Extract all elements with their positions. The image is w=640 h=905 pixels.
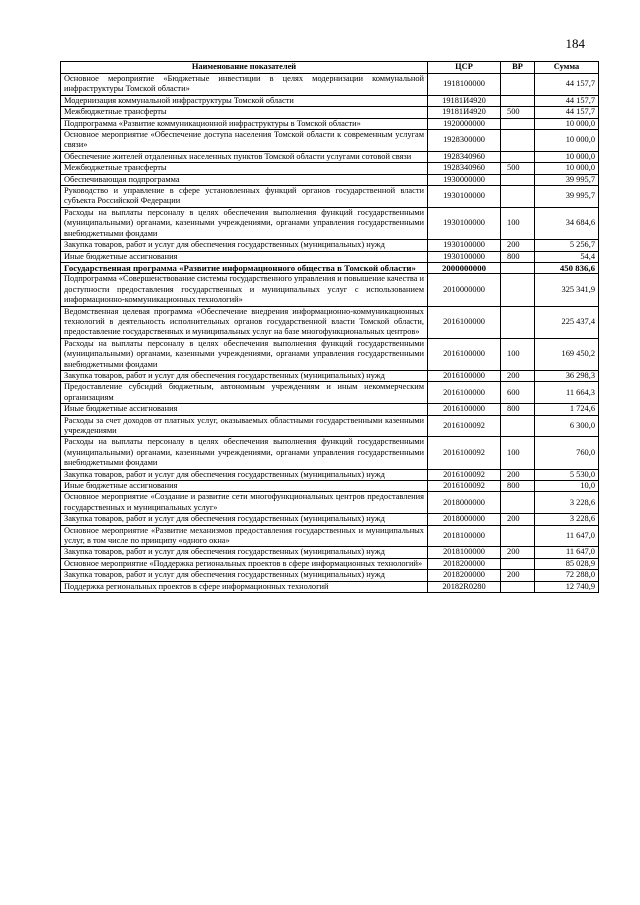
table-row: [61, 240, 599, 251]
cell-sum: 39 995,7: [535, 186, 599, 208]
cell-code: 1930100000: [428, 240, 501, 251]
cell-sum: 85 028,9: [535, 558, 599, 569]
table-row: [61, 95, 599, 106]
table-row: [61, 558, 599, 569]
table-row: [61, 274, 599, 306]
cell-sum: 760,0: [535, 437, 599, 469]
cell-vr: 800: [501, 481, 535, 492]
table-row: [61, 415, 599, 437]
cell-name: Модернизация коммунальной инфраструктуры Томской области: [61, 95, 428, 106]
cell-vr: 800: [501, 251, 535, 262]
cell-code: 1930000000: [428, 174, 501, 185]
cell-sum: 11 664,3: [535, 382, 599, 404]
cell-code: 2018000000: [428, 492, 501, 514]
cell-name: Государственная программа «Развитие информационного общества в Томской области»: [61, 262, 428, 273]
cell-vr: [501, 130, 535, 152]
cell-code: 2016100092: [428, 481, 501, 492]
cell-sum: 34 684,6: [535, 207, 599, 239]
cell-vr: 500: [501, 107, 535, 118]
header-name: Наименование показателей: [61, 62, 428, 74]
cell-sum: 36 298,3: [535, 370, 599, 381]
cell-code: 2016100092: [428, 437, 501, 469]
cell-vr: [501, 415, 535, 437]
cell-sum: 44 157,7: [535, 74, 599, 96]
cell-sum: 3 228,6: [535, 492, 599, 514]
table-row: [61, 469, 599, 480]
cell-name: Основное мероприятие «Бюджетные инвестиции в целях модернизации коммунальной инфраструктуры Томской области»: [61, 74, 428, 96]
cell-code: 2010000000: [428, 274, 501, 306]
cell-name: Расходы на выплаты персоналу в целях обеспечения выполнения функций государственными (муниципальными) органами, казенными учреждениями, органами управления государственными внебюджетными фондами: [61, 338, 428, 370]
cell-vr: 200: [501, 570, 535, 581]
table-row: [61, 251, 599, 262]
cell-sum: 10 000,0: [535, 151, 599, 162]
cell-vr: 500: [501, 163, 535, 174]
cell-sum: 10 000,0: [535, 118, 599, 129]
table-row: [61, 570, 599, 581]
table-row: [61, 151, 599, 162]
table-row: [61, 492, 599, 514]
cell-sum: 5 530,0: [535, 469, 599, 480]
cell-vr: 200: [501, 547, 535, 558]
cell-vr: [501, 95, 535, 106]
cell-name: Закупка товаров, работ и услуг для обеспечения государственных (муниципальных) нужд: [61, 240, 428, 251]
cell-code: 1928340960: [428, 163, 501, 174]
cell-code: 1930100000: [428, 186, 501, 208]
cell-name: Иные бюджетные ассигнования: [61, 251, 428, 262]
cell-sum: 10 000,0: [535, 130, 599, 152]
header-vr: ВР: [501, 62, 535, 74]
table-row: [61, 437, 599, 469]
cell-name: Обеспечивающая подпрограмма: [61, 174, 428, 185]
cell-sum: 325 341,9: [535, 274, 599, 306]
cell-sum: 225 437,4: [535, 306, 599, 338]
cell-name: Основное мероприятие «Поддержка региональных проектов в сфере информационных технологий»: [61, 558, 428, 569]
cell-sum: 11 647,0: [535, 547, 599, 558]
cell-sum: 11 647,0: [535, 525, 599, 547]
table-row: [61, 207, 599, 239]
cell-code: 2016100092: [428, 415, 501, 437]
cell-name: Расходы на выплаты персоналу в целях обеспечения выполнения функций государственными (муниципальными) органами, казенными учреждениями, органами управления государственными внебюджетными фондами: [61, 437, 428, 469]
cell-vr: [501, 151, 535, 162]
cell-code: 2018100000: [428, 547, 501, 558]
cell-code: 2016100000: [428, 306, 501, 338]
cell-vr: 800: [501, 404, 535, 415]
cell-code: 1920000000: [428, 118, 501, 129]
budget-table: [60, 61, 599, 593]
cell-vr: [501, 558, 535, 569]
table-row: [61, 130, 599, 152]
table-row: [61, 163, 599, 174]
cell-vr: [501, 262, 535, 273]
table-row: [61, 481, 599, 492]
cell-vr: [501, 525, 535, 547]
cell-name: Закупка товаров, работ и услуг для обеспечения государственных (муниципальных) нужд: [61, 370, 428, 381]
cell-vr: 100: [501, 437, 535, 469]
cell-name: Иные бюджетные ассигнования: [61, 481, 428, 492]
cell-code: 1928340960: [428, 151, 501, 162]
table-row: [61, 525, 599, 547]
cell-code: 2016100000: [428, 382, 501, 404]
cell-name: Закупка товаров, работ и услуг для обеспечения государственных (муниципальных) нужд: [61, 514, 428, 525]
cell-vr: [501, 174, 535, 185]
cell-name: Обеспечение жителей отдаленных населенных пунктов Томской области услугами сотовой связи: [61, 151, 428, 162]
cell-sum: 44 157,7: [535, 95, 599, 106]
cell-code: 2000000000: [428, 262, 501, 273]
cell-code: 2018200000: [428, 570, 501, 581]
cell-sum: 44 157,7: [535, 107, 599, 118]
table-row: [61, 74, 599, 96]
cell-code: 1918100000: [428, 74, 501, 96]
cell-vr: 200: [501, 370, 535, 381]
cell-code: 2016100000: [428, 404, 501, 415]
cell-name: Расходы на выплаты персоналу в целях обеспечения выполнения функций государственными (муниципальными) органами, казенными учреждениями, органами управления государственными внебюджетными фондами: [61, 207, 428, 239]
table-row: [61, 306, 599, 338]
cell-vr: 200: [501, 514, 535, 525]
cell-name: Закупка товаров, работ и услуг для обеспечения государственных (муниципальных) нужд: [61, 570, 428, 581]
cell-vr: 100: [501, 338, 535, 370]
table-row: [61, 370, 599, 381]
header-sum: Сумма: [535, 62, 599, 74]
cell-code: 2018100000: [428, 525, 501, 547]
cell-name: Руководство и управление в сфере установленных функций органов государственной власти субъекта Российской Федерации: [61, 186, 428, 208]
cell-name: Закупка товаров, работ и услуг для обеспечения государственных (муниципальных) нужд: [61, 469, 428, 480]
table-header-row: [61, 62, 599, 74]
cell-sum: 12 740,9: [535, 581, 599, 592]
cell-name: Подпрограмма «Развитие коммуникационной инфраструктуры в Томской области»: [61, 118, 428, 129]
cell-code: 2016100000: [428, 338, 501, 370]
cell-name: Подпрограмма «Совершенствование системы государственного управления и повышение качества и доступности предоставления государственных и муниципальных услуг с использованием информационно-коммуникационных технологий»: [61, 274, 428, 306]
cell-sum: 10 000,0: [535, 163, 599, 174]
cell-sum: 450 836,6: [535, 262, 599, 273]
cell-sum: 1 724,6: [535, 404, 599, 415]
cell-name: Межбюджетные трансферты: [61, 163, 428, 174]
table-row: [61, 581, 599, 592]
cell-name: Ведомственная целевая программа «Обеспечение внедрения информационно-коммуникационных технологий в деятельность исполнительных органов государственной власти Томской области, предоставление государственных и муниципальных услуг на базе многофункциональных центров»: [61, 306, 428, 338]
cell-vr: [501, 186, 535, 208]
page-number: 184: [565, 36, 585, 51]
cell-vr: 200: [501, 469, 535, 480]
cell-code: 2018200000: [428, 558, 501, 569]
cell-name: Расходы за счет доходов от платных услуг, оказываемых областными государственными казенными учреждениями: [61, 415, 428, 437]
cell-code: 2016100000: [428, 370, 501, 381]
table-body: [61, 74, 599, 593]
cell-vr: [501, 74, 535, 96]
cell-sum: 169 450,2: [535, 338, 599, 370]
cell-code: 1930100000: [428, 207, 501, 239]
table-row: [61, 514, 599, 525]
cell-name: Межбюджетные трансферты: [61, 107, 428, 118]
table-row: [61, 382, 599, 404]
cell-vr: 600: [501, 382, 535, 404]
cell-name: Основное мероприятие «Развитие механизмов предоставления государственных и муниципальных услуг, в том числе по принципу «одного окна»: [61, 525, 428, 547]
table-row: [61, 262, 599, 273]
cell-vr: 100: [501, 207, 535, 239]
cell-sum: 3 228,6: [535, 514, 599, 525]
cell-sum: 6 300,0: [535, 415, 599, 437]
cell-name: Поддержка региональных проектов в сфере информационных технологий: [61, 581, 428, 592]
cell-name: Предоставление субсидий бюджетным, автономным учреждениям и иным некоммерческим организациям: [61, 382, 428, 404]
cell-sum: 5 256,7: [535, 240, 599, 251]
cell-name: Основное мероприятие «Обеспечение доступа населения Томской области к современным услугам связи»: [61, 130, 428, 152]
header-code: ЦСР: [428, 62, 501, 74]
table-row: [61, 186, 599, 208]
cell-vr: 200: [501, 240, 535, 251]
cell-sum: 72 288,0: [535, 570, 599, 581]
cell-vr: [501, 118, 535, 129]
cell-name: Основное мероприятие «Создание и развитие сети многофункциональных центров предоставления государственных и муниципальных услуг»: [61, 492, 428, 514]
cell-code: 1930100000: [428, 251, 501, 262]
cell-name: Иные бюджетные ассигнования: [61, 404, 428, 415]
cell-sum: 10,0: [535, 481, 599, 492]
cell-code: 2018000000: [428, 514, 501, 525]
cell-sum: 54,4: [535, 251, 599, 262]
cell-code: 19181И4920: [428, 95, 501, 106]
table-row: [61, 174, 599, 185]
table-row: [61, 547, 599, 558]
table-row: [61, 338, 599, 370]
cell-name: Закупка товаров, работ и услуг для обеспечения государственных (муниципальных) нужд: [61, 547, 428, 558]
table-row: [61, 107, 599, 118]
cell-vr: [501, 274, 535, 306]
cell-code: 19181И4920: [428, 107, 501, 118]
cell-sum: 39 995,7: [535, 174, 599, 185]
cell-vr: [501, 581, 535, 592]
cell-code: 20182R0280: [428, 581, 501, 592]
cell-vr: [501, 492, 535, 514]
cell-code: 1928300000: [428, 130, 501, 152]
table-row: [61, 404, 599, 415]
cell-vr: [501, 306, 535, 338]
table-row: [61, 118, 599, 129]
cell-code: 2016100092: [428, 469, 501, 480]
